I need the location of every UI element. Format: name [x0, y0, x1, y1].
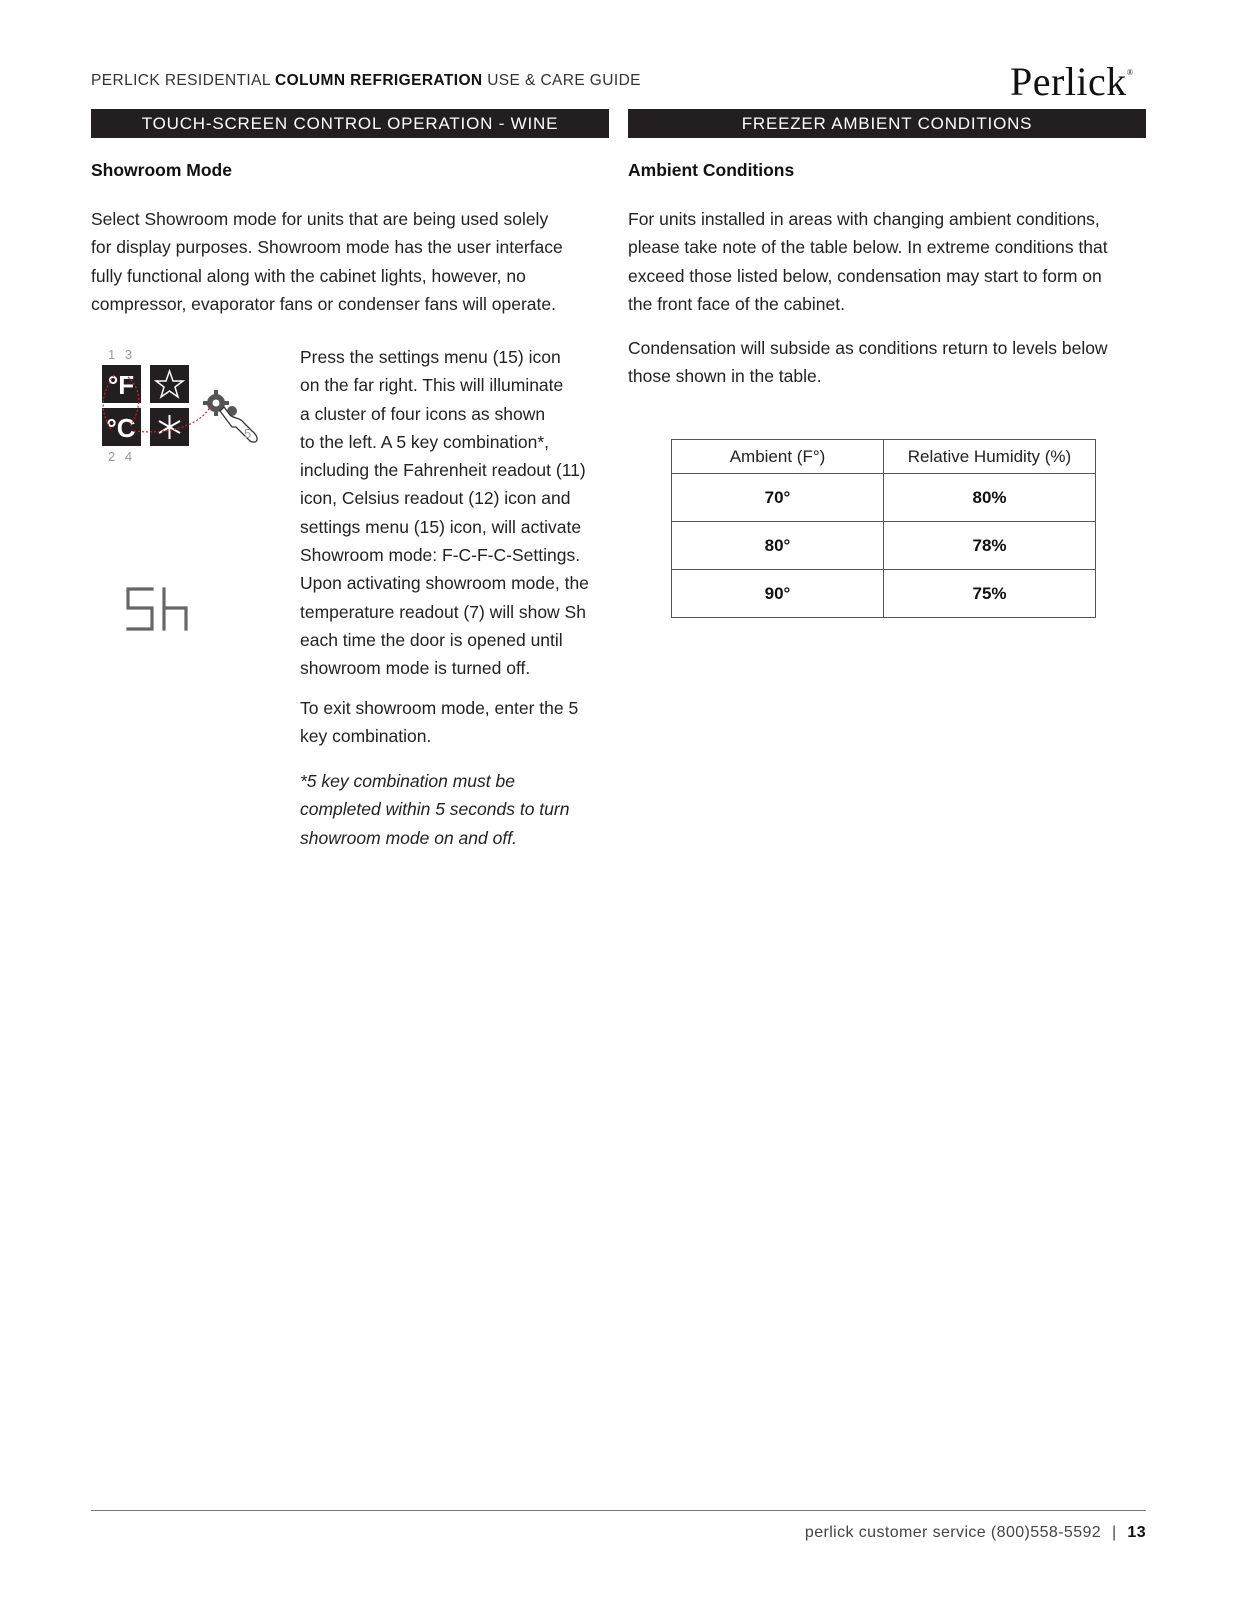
- text-line: completed within 5 seconds to turn: [300, 799, 570, 820]
- customer-service-text: perlick customer service (800)558-5592: [804, 1524, 1102, 1541]
- text-line: those shown in the table.: [628, 366, 822, 387]
- text-line: for display purposes. Showroom mode has the user interface: [91, 237, 563, 258]
- text-line: a cluster of four icons as shown: [300, 403, 546, 424]
- text-line: on the far right. This will illuminate: [300, 375, 564, 396]
- header-humidity: Relative Humidity (%): [884, 440, 1096, 474]
- cell-humidity: 80%: [884, 474, 1096, 522]
- text-line: key combination.: [300, 726, 432, 747]
- text-line: compressor, evaporator fans or condenser fans will operate.: [91, 293, 556, 314]
- text-line: *5 key combination must be: [300, 771, 515, 791]
- text-line: Showroom mode: F-C-F-C-Settings.: [300, 545, 581, 566]
- footer-separator: |: [1111, 1524, 1117, 1541]
- segment-h: [164, 589, 186, 629]
- text-line: Condensation will subside as conditions return to levels below: [628, 338, 1108, 358]
- perlick-logo: Perlick®: [1010, 59, 1134, 104]
- showroom-instructions: [300, 343, 589, 683]
- ambient-conditions-heading: Ambient Conditions: [628, 160, 795, 180]
- page-number: 13: [1127, 1524, 1146, 1541]
- section-bar-left: TOUCH-SCREEN CONTROL OPERATION - WINE: [91, 109, 609, 138]
- header-suffix: USE & CARE GUIDE: [487, 72, 641, 89]
- footer-rule: [91, 1510, 1146, 1511]
- cell-ambient: 80°: [672, 522, 884, 570]
- cell-ambient: 70°: [672, 474, 884, 522]
- label-five: 5: [244, 426, 252, 441]
- table-row: [672, 570, 1096, 618]
- label-top: 1 3: [108, 347, 136, 362]
- key-cluster-figure: [100, 345, 280, 475]
- cell-humidity: 75%: [884, 570, 1096, 618]
- text-line: exceed those listed below, condensation may start to form on: [628, 265, 1102, 286]
- ambient-conditions-table: [671, 439, 1096, 618]
- text-line: each time the door is opened until: [300, 629, 563, 650]
- text-line: to the left. A 5 key combination*,: [300, 431, 550, 452]
- label-bottom: 2 4: [108, 449, 136, 464]
- key-combination-note: [300, 767, 569, 852]
- text-line: fully functional along with the cabinet lights, however, no: [91, 265, 526, 286]
- text-line: icon, Celsius readout (12) icon and: [300, 488, 571, 509]
- text-line: Upon activating showroom mode, the: [300, 573, 589, 594]
- ambient-intro: [628, 205, 1108, 318]
- key-c-label: °C: [106, 413, 136, 443]
- cell-humidity: 78%: [884, 522, 1096, 570]
- settings-gear-icon: [203, 390, 237, 416]
- showroom-readout: [124, 586, 194, 636]
- text-line: showroom mode is turned off.: [300, 658, 531, 679]
- exit-instructions: [300, 694, 578, 751]
- section-bar-right: FREEZER AMBIENT CONDITIONS: [628, 109, 1146, 138]
- text-line: temperature readout (7) will show Sh: [300, 601, 586, 622]
- segment-s: [128, 589, 152, 629]
- page-footer: [805, 1524, 1146, 1542]
- text-line: showroom mode on and off.: [300, 827, 517, 848]
- table-row: [672, 522, 1096, 570]
- readout-svg: [124, 586, 194, 636]
- text-line: the front face of the cabinet.: [628, 293, 845, 314]
- key-cluster-svg: [100, 345, 280, 475]
- cell-ambient: 90°: [672, 570, 884, 618]
- text-line: Press the settings menu (15) icon: [300, 347, 561, 367]
- text-line: including the Fahrenheit readout (11): [300, 460, 586, 481]
- key-f-label: °F: [107, 370, 135, 400]
- header-prefix: PERLICK RESIDENTIAL: [91, 72, 271, 89]
- running-header: [91, 72, 641, 90]
- text-line: Select Showroom mode for units that are being used solely: [91, 209, 549, 229]
- text-line: please take note of the table below. In extreme conditions that: [628, 237, 1108, 258]
- text-line: For units installed in areas with changing ambient conditions,: [628, 209, 1100, 229]
- showroom-intro: [91, 205, 563, 318]
- table-header-row: [672, 440, 1096, 474]
- header-ambient: Ambient (F°): [672, 440, 884, 474]
- header-bold: COLUMN REFRIGERATION: [275, 72, 483, 89]
- text-line: To exit showroom mode, enter the 5: [300, 698, 579, 718]
- showroom-mode-heading: Showroom Mode: [91, 160, 232, 180]
- hand-pointer-icon: [220, 407, 257, 442]
- condensation-note: [628, 334, 1108, 391]
- text-line: settings menu (15) icon, will activate: [300, 516, 582, 537]
- table-row: [672, 474, 1096, 522]
